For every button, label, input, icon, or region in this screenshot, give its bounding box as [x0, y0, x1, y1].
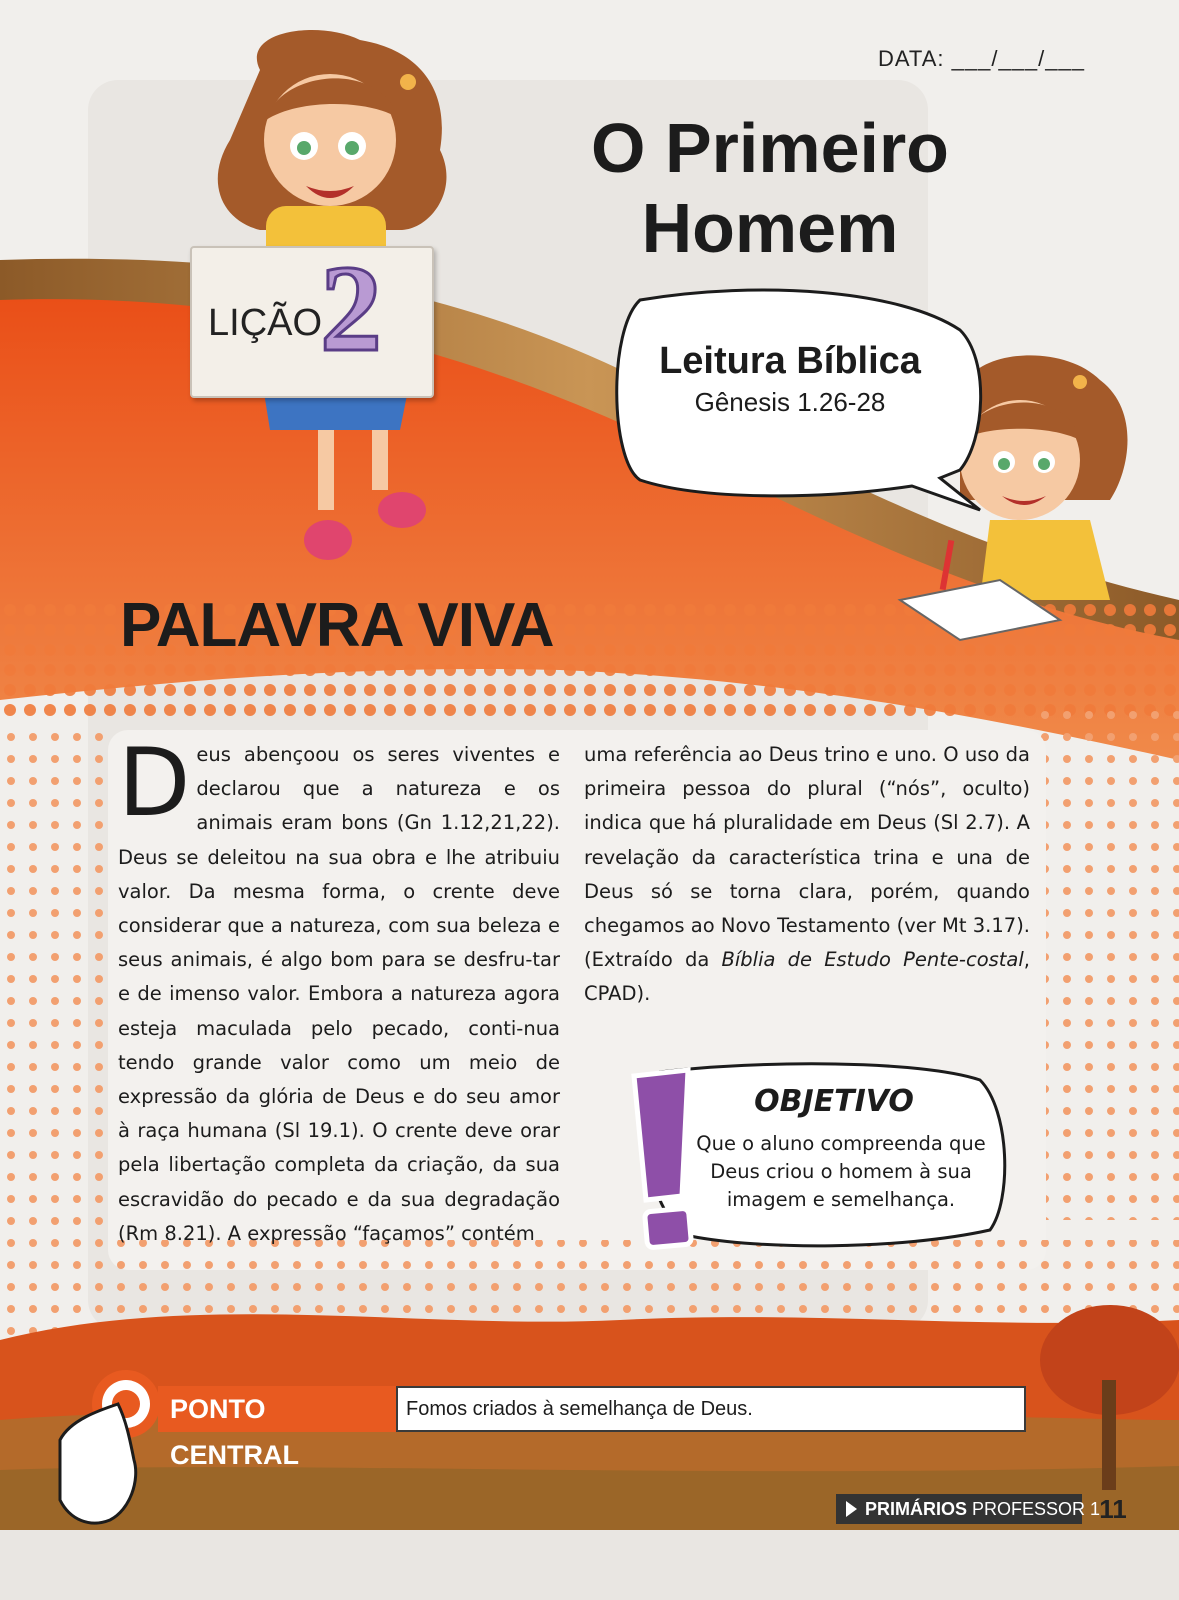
page-number: 11 [1099, 1494, 1127, 1524]
body-text-2: uma referência ao Deus trino e uno. O uso da primeira pessoa do plural (“nós”, oculto) indica que há pluralidade em Deus (Sl 2.7). A revelação da característica trina e una de Deus só se torna clara, porém, quando chegamos ao Novo Testamento (ver Mt 3.17). (Extraído da [584, 743, 1030, 972]
play-arrow-icon [846, 1501, 857, 1517]
magazine-name: PRIMÁRIOS [865, 1498, 968, 1519]
objective-text: Que o aluno compreenda que Deus criou o homem à sua imagem e semelhança. [696, 1132, 986, 1211]
lesson-title-line2: Homem [641, 189, 899, 267]
bible-reading-reference: Gênesis 1.26-28 [694, 387, 886, 417]
lesson-title [560, 108, 980, 268]
footer [836, 1494, 1100, 1524]
date-field: DATA: ___/___/___ [878, 46, 1085, 71]
objective-title: OBJETIVO [754, 1084, 914, 1119]
body-text-1: eus abençoou os seres viventes e declarou que a natureza e os animais eram bons (Gn 1.12,21,22). Deus se deleitou na sua obra e lhe atribuiu valor. Da mesma forma, o crente deve considerar que a natureza, com sua beleza e seus animais, é algo bom para se desfru-tar e de imenso valor. Embora a natureza agora esteja maculada pelo pecado, conti-nua tendo grande valor como um meio de expressão da glória de Deus e do seu amor à raça humana (Sl 19.1). O crente deve orar pela libertação completa da criação, da sua escravidão do pecado e da sua degradação (Rm 8.21). A expressão “façamos” contém [118, 743, 560, 1245]
drop-cap: D [118, 729, 191, 838]
body-text-3: , CPAD). [584, 948, 1030, 1006]
lesson-number: 2 [320, 240, 382, 377]
body-column-1 [118, 729, 560, 1251]
section-title: PALAVRA VIVA [120, 591, 554, 660]
lesson-label: LIÇÃO [208, 302, 323, 344]
body-column-2 [584, 738, 1030, 1012]
bible-reading-title: Leitura Bíblica [659, 340, 921, 382]
lesson-sign [190, 240, 434, 398]
edition-name: PROFESSOR 1 [972, 1498, 1101, 1519]
bible-reading [630, 340, 950, 418]
book-title: Bíblia de Estudo Pente-costal [721, 948, 1024, 972]
central-point-label: PONTO CENTRAL [158, 1386, 396, 1432]
lesson-title-line1: O Primeiro [591, 109, 949, 187]
central-point-text: Fomos criados à semelhança de Deus. [396, 1386, 1026, 1432]
